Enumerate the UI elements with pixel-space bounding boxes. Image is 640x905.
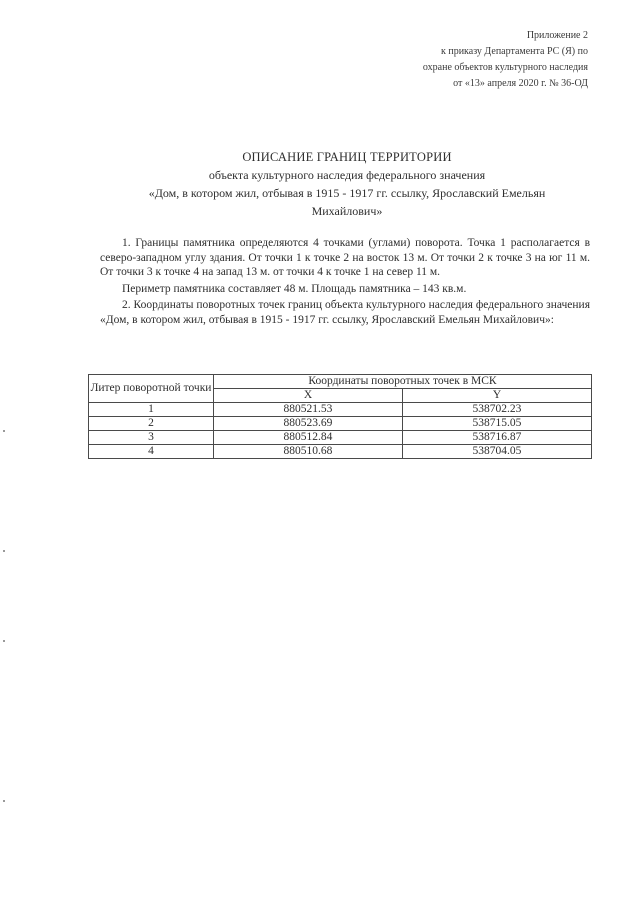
title-line-3: «Дом, в котором жил, отбывая в 1915 - 1917 гг. ссылку, Ярославский Емельян bbox=[148, 186, 546, 200]
paragraph-coordinates-intro: 2. Координаты поворотных точек границ объекта культурного наследия федерального значения «Дом, в котором жил, отбывая в 1915 - 1917 гг. ссылку, Ярославский Емельян Михайлович»: bbox=[100, 299, 590, 326]
header-point-letter: Литер поворотной точки bbox=[89, 375, 214, 403]
annex-line-1: Приложение 2 bbox=[526, 30, 588, 41]
scan-speck bbox=[3, 550, 5, 552]
paragraph-perimeter: Периметр памятника составляет 48 м. Площадь памятника – 143 кв.м. bbox=[122, 282, 467, 295]
annex-line-4: от «13» апреля 2020 г. № 36-ОД bbox=[453, 78, 588, 89]
table-row bbox=[89, 403, 592, 417]
cell-x: 880521.53 bbox=[214, 403, 403, 417]
scan-speck bbox=[3, 430, 5, 432]
cell-x: 880510.68 bbox=[214, 445, 403, 459]
header-coordinates: Координаты поворотных точек в МСК bbox=[214, 375, 592, 389]
cell-y: 538704.05 bbox=[402, 445, 591, 459]
title-line-2: объекта культурного наследия федерального значения bbox=[208, 168, 486, 182]
cell-point: 4 bbox=[89, 445, 214, 459]
header-y: Y bbox=[402, 389, 591, 403]
cell-y: 538715.05 bbox=[402, 417, 591, 431]
paragraph-boundaries: 1. Границы памятника определяются 4 точками (углами) поворота. Точка 1 располагается в северо-западном углу здания. От точки 1 к точке 2 на восток 13 м. От точки 2 к точке 3 на юг 11 м. От точки 3 к точке 4 на запад 13 м. от точки 4 к точке 1 на север 11 м. bbox=[100, 237, 590, 279]
annex-line-3: охране объектов культурного наследия bbox=[422, 62, 588, 73]
cell-y: 538702.23 bbox=[402, 403, 591, 417]
table-row bbox=[89, 417, 592, 431]
cell-point: 1 bbox=[89, 403, 214, 417]
table-row bbox=[89, 431, 592, 445]
annex-header bbox=[423, 28, 588, 92]
coordinates-table bbox=[88, 374, 592, 459]
header-x: X bbox=[214, 389, 403, 403]
title-main: ОПИСАНИЕ ГРАНИЦ ТЕРРИТОРИИ bbox=[242, 150, 452, 164]
document-title bbox=[92, 148, 602, 220]
scan-speck bbox=[3, 640, 5, 642]
table-row bbox=[89, 445, 592, 459]
cell-y: 538716.87 bbox=[402, 431, 591, 445]
cell-point: 3 bbox=[89, 431, 214, 445]
cell-point: 2 bbox=[89, 417, 214, 431]
cell-x: 880523.69 bbox=[214, 417, 403, 431]
title-line-4: Михайлович» bbox=[311, 204, 383, 218]
scan-speck bbox=[3, 800, 5, 802]
annex-line-2: к приказу Департамента РС (Я) по bbox=[440, 46, 588, 57]
cell-x: 880512.84 bbox=[214, 431, 403, 445]
document-body bbox=[100, 236, 590, 328]
